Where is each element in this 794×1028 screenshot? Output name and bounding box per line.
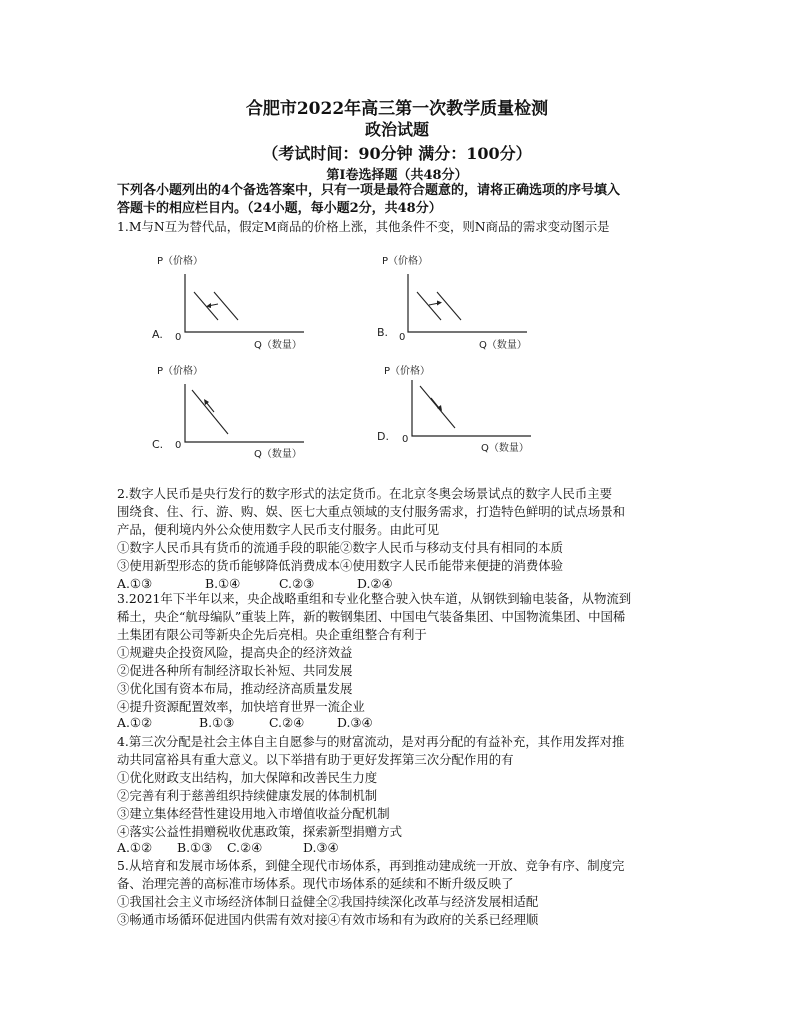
q1-chart-d bbox=[365, 362, 565, 462]
q3-options bbox=[117, 715, 373, 731]
chart-x-label: Q（数量） bbox=[254, 449, 302, 460]
q4-line: ②完善有利于慈善组织持续健康发展的体制机制 bbox=[117, 788, 378, 803]
q1-chart-a bbox=[140, 252, 340, 352]
chart-origin: 0 bbox=[399, 332, 406, 343]
option-a: A.①② bbox=[117, 840, 153, 855]
chart-origin: 0 bbox=[175, 440, 182, 451]
q3-line: ②促进各种所有制经济取长补短、共同发展 bbox=[117, 663, 353, 678]
chart-x-label: Q（数量） bbox=[254, 340, 302, 351]
q5-line: 备、治理完善的高标准市场体系。现代市场体系的延续和不断升级反映了 bbox=[117, 876, 514, 891]
section-title: 第Ⅰ卷选择题（共48分） bbox=[326, 168, 468, 183]
chart-option-label: D. bbox=[377, 430, 389, 443]
chart-axes bbox=[185, 384, 304, 442]
chart-axes bbox=[412, 380, 531, 436]
chart-y-label: P（价格） bbox=[157, 256, 204, 267]
subject-title: 政治试题 bbox=[364, 120, 429, 139]
demand-curve bbox=[194, 292, 218, 320]
q5-line: ①我国社会主义市场经济体制日益健全②我国持续深化改革与经济发展相适配 bbox=[117, 894, 539, 909]
option-c: C.②④ bbox=[269, 715, 305, 730]
move-arrow bbox=[206, 402, 214, 412]
q5-line: 5.从培育和发展市场体系，到健全现代市场体系，再到推动建成统一开放、竞争有序、制度完 bbox=[117, 858, 625, 873]
chart-x-label: Q（数量） bbox=[479, 340, 527, 351]
q4-line: 4.第三次分配是社会主体自主自愿参与的财富流动，是对再分配的有益补充，其作用发挥对推 bbox=[117, 734, 625, 749]
q1-chart-c bbox=[140, 362, 340, 462]
chart-option-label: A. bbox=[152, 328, 163, 341]
chart-y-label: P（价格） bbox=[384, 366, 431, 377]
instructions bbox=[117, 182, 677, 218]
demand-curve bbox=[437, 292, 461, 320]
q3-line: ③优化国有资本布局，推动经济高质量发展 bbox=[117, 681, 353, 696]
option-b: B.①③ bbox=[199, 715, 235, 730]
q3-line: 土集团有限公司等新央企先后亮相。央企重组整合有利于 bbox=[117, 627, 427, 642]
q5-line: ③畅通市场循环促进国内供需有效对接④有效市场和有为政府的关系已经理顺 bbox=[117, 912, 539, 927]
option-a: A.①③ bbox=[117, 576, 153, 591]
q3-line: 3.2021年下半年以来，央企战略重组和专业化整合驶入快车道，从钢铁到输电装备，从物流到 bbox=[117, 591, 632, 606]
q4-line: ④落实公益性捐赠税收优惠政策，探索新型捐赠方式 bbox=[117, 824, 402, 839]
q3-line: ④提升资源配置效率，加快培育世界一流企业 bbox=[117, 699, 365, 714]
option-b: B.①④ bbox=[205, 576, 241, 591]
chart-option-label: B. bbox=[377, 326, 389, 339]
q1-stem: 1.M与N互为替代品，假定M商品的价格上涨，其他条件不变，则N商品的需求变动图示是 bbox=[117, 219, 610, 234]
q2-line: 围绕食、住、行、游、购、娱、医七大重点领域的支付服务需求，打造特色鲜明的试点场景和 bbox=[117, 504, 626, 519]
q3-line: 稀土，央企“航母编队”重装上阵，新的鞍钢集团、中国电气装备集团、中国物流集团、中国稀 bbox=[117, 609, 626, 624]
arrow-head bbox=[437, 301, 442, 306]
chart-x-label: Q（数量） bbox=[481, 443, 529, 454]
option-d: D.②④ bbox=[357, 576, 393, 591]
chart-origin: 0 bbox=[175, 332, 182, 343]
option-a: A.①② bbox=[117, 715, 153, 730]
q1-chart-b bbox=[365, 252, 565, 352]
q4-line: ③建立集体经营性建设用地入市增值收益分配机制 bbox=[117, 806, 390, 821]
demand-curve bbox=[417, 292, 441, 320]
chart-y-label: P（价格） bbox=[382, 256, 429, 267]
q2-line: ③使用新型形态的货币能够降低消费成本④使用数字人民币能带来便捷的消费体验 bbox=[117, 558, 564, 573]
instructions-line-1: 下列各小题列出的4个备选答案中，只有一项是最符合题意的，请将正确选项的序号填入 bbox=[117, 183, 621, 198]
q2-line: ①数字人民币具有货币的流通手段的职能②数字人民币与移动支付具有相同的本质 bbox=[117, 540, 564, 555]
q4-line: 动共同富裕具有重大意义。以下举措有助于更好发挥第三次分配作用的有 bbox=[117, 752, 514, 767]
option-c: C.②③ bbox=[279, 576, 315, 591]
exam-info: （考试时间：90分钟 满分：100分） bbox=[262, 144, 532, 163]
option-b: B.①③ bbox=[177, 840, 213, 855]
chart-origin: 0 bbox=[402, 434, 409, 445]
q2-options bbox=[117, 576, 393, 592]
option-d: D.③④ bbox=[303, 840, 339, 855]
option-d: D.③④ bbox=[337, 715, 373, 730]
q2-line: 2.数字人民币是央行发行的数字形式的法定货币。在北京冬奥会场景试点的数字人民币主要 bbox=[117, 486, 613, 501]
instructions-line-2: 答题卡的相应栏目内。（24小题，每小题2分，共48分） bbox=[117, 201, 442, 216]
option-c: C.②④ bbox=[227, 840, 263, 855]
q3-line: ①规避央企投资风险，提高央企的经济效益 bbox=[117, 645, 353, 660]
demand-curve bbox=[192, 390, 228, 434]
q4-line: ①优化财政支出结构，加大保障和改善民生力度 bbox=[117, 770, 378, 785]
move-arrow bbox=[431, 398, 439, 408]
chart-y-label: P（价格） bbox=[157, 366, 204, 377]
q4-options bbox=[117, 840, 339, 856]
demand-curve bbox=[214, 292, 238, 320]
exam-title: 合肥市2022年高三第一次教学质量检测 bbox=[245, 99, 549, 119]
q2-line: 产品，便利境内外公众使用数字人民币支付服务。由此可见 bbox=[117, 522, 440, 537]
chart-option-label: C. bbox=[152, 438, 164, 451]
